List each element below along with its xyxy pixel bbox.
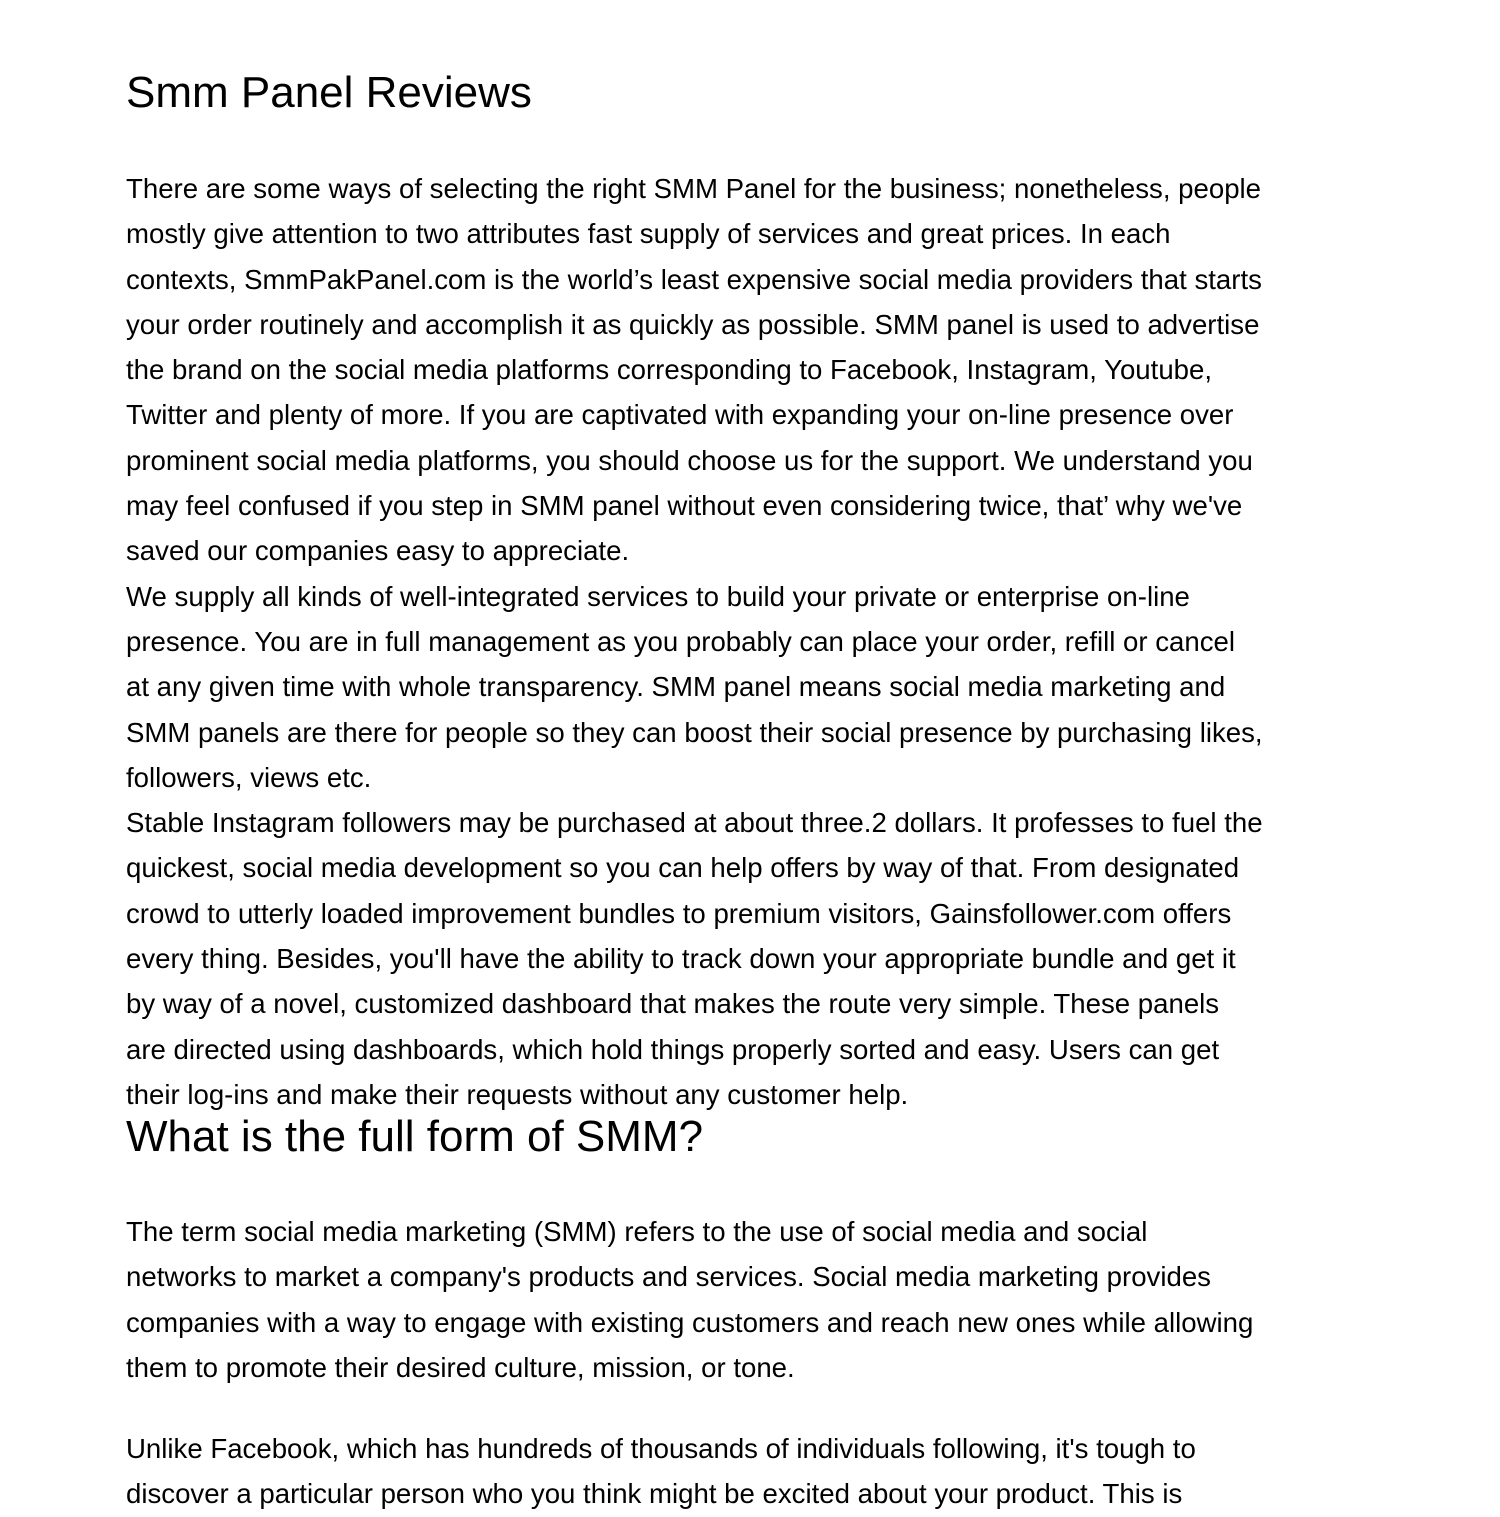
text-line: by way of a novel, customized dashboard that makes the route very simple. These panels — [126, 988, 1220, 1020]
text-line: mostly give attention to two attributes fast supply of services and great prices. In each — [126, 218, 1171, 250]
page-title: Smm Panel Reviews — [126, 68, 532, 117]
intro-paragraphs — [126, 166, 1263, 1117]
text-line: them to promote their desired culture, mission, or tone. — [126, 1351, 795, 1383]
text-line: quickest, social media development so you can help offers by way of that. From designated — [126, 852, 1240, 884]
text-line: networks to market a company's products and services. Social media marketing provides — [126, 1261, 1211, 1293]
text-line: The term social media marketing (SMM) refers to the use of social media and social — [126, 1216, 1148, 1247]
text-line: may feel confused if you step in SMM panel without even considering twice, that’ why we've — [126, 490, 1243, 522]
text-line: SMM panels are there for people so they can boost their social presence by purchasing likes, — [126, 716, 1263, 748]
text-line: prominent social media platforms, you should choose us for the support. We understand you — [126, 444, 1253, 476]
text-line: Unlike Facebook, which has hundreds of thousands of individuals following, it's tough to — [126, 1433, 1196, 1464]
text-line: companies with a way to engage with existing customers and reach new ones while allowing — [126, 1306, 1254, 1338]
text-line: are directed using dashboards, which hold things properly sorted and easy. Users can get — [126, 1033, 1220, 1065]
text-line: presence. You are in full management as you probably can place your order, refill or cancel — [126, 625, 1236, 657]
text-line: followers, views etc. — [126, 761, 372, 793]
text-line: your order routinely and accomplish it as quickly as possible. SMM panel is used to advertise — [126, 308, 1260, 340]
smm-definition-paragraph — [126, 1209, 1253, 1390]
text-line: saved our companies easy to appreciate. — [126, 535, 630, 567]
text-line: at any given time with whole transparency. SMM panel means social media marketing and — [126, 671, 1226, 703]
text-line: There are some ways of selecting the right SMM Panel for the business; nonetheless, people — [126, 173, 1262, 204]
section-heading: What is the full form of SMM? — [126, 1112, 704, 1161]
text-line: the brand on the social media platforms corresponding to Facebook, Instagram, Youtube, — [126, 354, 1213, 386]
text-line: We supply all kinds of well-integrated services to build your private or enterprise on-line — [126, 580, 1190, 612]
text-line: Stable Instagram followers may be purchased at about three.2 dollars. It professes to fuel the — [126, 807, 1263, 839]
text-line: their log-ins and make their requests without any customer help. — [126, 1078, 909, 1110]
text-line: Twitter and plenty of more. If you are captivated with expanding your on-line presence over — [126, 399, 1234, 431]
facebook-paragraph — [126, 1426, 1196, 1517]
text-line: crowd to utterly loaded improvement bundles to premium visitors, Gainsfollower.com offers — [126, 897, 1232, 929]
text-line: contexts, SmmPakPanel.com is the world’s least expensive social media providers that starts — [126, 263, 1262, 295]
text-line: discover a particular person who you think might be excited about your product. This is — [126, 1478, 1183, 1510]
text-line: every thing. Besides, you'll have the ability to track down your appropriate bundle and get it — [126, 943, 1236, 975]
